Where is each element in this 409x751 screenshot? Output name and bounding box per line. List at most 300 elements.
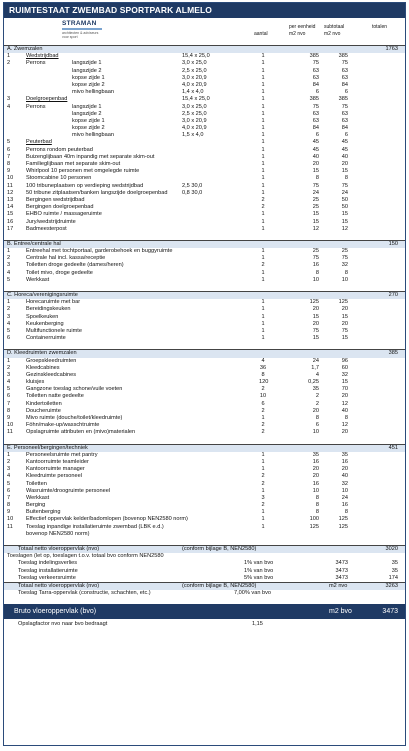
row-sublabel: kopse zijde 2: [72, 125, 105, 132]
row-label: Buizenglijbaan 40m inpandig met separate skim-out: [26, 153, 155, 160]
row-count: 1: [261, 81, 265, 88]
row-subtotal: 125: [338, 516, 348, 523]
row-dimensions: 15,4 x 25,0: [182, 53, 210, 60]
row-count: 1: [261, 335, 265, 342]
section-label: E. Personeel/bergingen/techniek: [7, 444, 88, 451]
row-label: Toiletten: [26, 480, 47, 487]
row-count: 1: [261, 487, 265, 494]
row-count: 1: [261, 67, 265, 74]
row-subtotal: 15: [341, 211, 348, 218]
row-label: Perrons rondom peuterbad: [26, 146, 93, 153]
row-number: 11: [7, 523, 13, 530]
row-number: 6: [7, 146, 11, 153]
row-per-unit: 84: [312, 125, 319, 132]
row-dimensions: 3,0 x 20,9: [182, 74, 207, 81]
row-number: 1: [7, 53, 11, 60]
row-dimensions: 2,5 x 25,0: [182, 67, 207, 74]
row-label: Werkkast: [26, 276, 50, 283]
section-spacer: [4, 437, 405, 444]
row-subtotal: 15: [341, 168, 348, 175]
row-number: 9: [7, 509, 11, 516]
table-row: [4, 429, 405, 436]
summary-netto: [4, 582, 405, 590]
row-count: 4: [261, 357, 265, 364]
row-label: Peuterbad: [26, 139, 52, 146]
row-per-unit: 16: [312, 262, 319, 269]
section-total: 451: [388, 444, 398, 451]
row-per-unit: 24: [312, 357, 319, 364]
row-count: 1: [261, 313, 265, 320]
toeslag-value: 35: [391, 560, 398, 567]
table-row: [4, 365, 405, 372]
row-per-unit: 6: [315, 89, 319, 96]
row-sublabel: kopse zijde 1: [72, 117, 105, 124]
row-subtotal: 75: [341, 327, 348, 334]
row-number: 2: [7, 60, 11, 67]
row-per-unit: 25: [312, 248, 319, 255]
netto-unit: m2 nvo: [329, 582, 348, 589]
section-header: [4, 291, 405, 299]
row-per-unit: 63: [312, 74, 319, 81]
row-label: Bergingen doelgroepenbad: [26, 204, 94, 211]
section-header: [4, 240, 405, 248]
row-number: 1: [7, 248, 11, 255]
row-subtotal: 6: [344, 132, 348, 139]
row-number: 2: [7, 255, 11, 262]
row-per-unit: 63: [312, 117, 319, 124]
bruto-label: Bruto vloeroppervlak (bvo): [14, 608, 97, 616]
table-row: [4, 161, 405, 168]
section-label: D. Kleedruimten zwemzalen: [7, 350, 77, 357]
row-label: Bereidingskeuken: [26, 306, 71, 313]
table-row: [4, 452, 405, 459]
row-per-unit: 15: [312, 335, 319, 342]
row-subtotal: 12: [341, 400, 348, 407]
table-row: [4, 60, 405, 67]
row-number: 3: [7, 371, 11, 378]
table-row: [4, 68, 405, 75]
row-subtotal: 96: [341, 357, 348, 364]
row-subtotal: 8: [344, 175, 348, 182]
row-number: 3: [7, 262, 11, 269]
row-label: Mivo ruimte (douche/toilet/kleedruimte): [26, 415, 123, 421]
section-spacer: [4, 538, 405, 545]
section-spacer: [4, 233, 405, 240]
toeslag-pct: 1% van bvo: [244, 560, 274, 567]
row-subtotal: 40: [341, 153, 348, 160]
table-row: [4, 132, 405, 139]
row-per-unit: 125: [309, 523, 319, 530]
total-nvo-label: Totaal netto vloeroppervlak (nvo): [18, 546, 100, 552]
row-subtotal: 385: [338, 96, 348, 103]
row-count: 1: [261, 523, 265, 530]
row-subtotal: 84: [341, 125, 348, 132]
row-subtotal: 35: [341, 451, 348, 458]
row-dimensions: 1,5 x 4,0: [182, 132, 204, 139]
row-subtotal: 63: [341, 117, 348, 124]
row-number: 2: [7, 458, 11, 465]
row-per-unit: 63: [312, 67, 319, 74]
toeslag-row: [4, 560, 405, 567]
row-label: Bergingen wedstrijdbad: [26, 196, 85, 203]
row-label: Opslagruimte attributen en (mivo)materialen: [26, 429, 136, 436]
row-number: 9: [7, 415, 11, 421]
toeslag-value: 174: [388, 574, 398, 581]
row-number: 6: [7, 335, 11, 342]
section-spacer: [4, 342, 405, 349]
row-label: Spoelkeuken: [26, 313, 59, 320]
row-sublabel: langszijde 2: [72, 110, 102, 117]
row-per-unit: 12: [312, 225, 319, 232]
table-row: [4, 226, 405, 233]
table-row: [4, 531, 405, 538]
table-row: [4, 299, 405, 306]
row-number: 10: [7, 422, 14, 429]
header-per-eenheid-unit: m2 nvo: [289, 31, 306, 37]
row-per-unit: 20: [312, 473, 319, 480]
row-number: 10: [7, 175, 14, 182]
table-row: [4, 314, 405, 321]
toeslag-pct: 5% van bvo: [244, 574, 274, 581]
row-label: Föhn/make-up/wasschtruimte: [26, 422, 100, 429]
row-count: 1: [261, 175, 265, 182]
netto-label: Totaal netto vloeroppervlak (nvo): [18, 582, 100, 589]
row-number: 4: [7, 473, 11, 480]
row-label: Containerruimte: [26, 335, 66, 342]
company-logo: [62, 20, 102, 39]
row-label: Personeelsruimte met pantry: [26, 451, 98, 458]
row-count: 2: [261, 480, 265, 487]
section-label: A. Zwemzalen: [7, 46, 43, 52]
row-per-unit: 35: [312, 451, 319, 458]
row-per-unit: 75: [312, 60, 319, 67]
table-row: [4, 481, 405, 488]
row-subtotal: 10: [341, 487, 348, 494]
row-subtotal: 6: [344, 89, 348, 96]
row-subtotal: 15: [341, 313, 348, 320]
table-row: [4, 488, 405, 495]
table-row: [4, 401, 405, 408]
row-sublabel: mivo hellingbaan: [72, 132, 114, 139]
table-row: [4, 408, 405, 415]
row-count: 1: [261, 225, 265, 232]
row-label: Familieglijbaan met separate skim-out: [26, 161, 121, 167]
toeslag-row: [4, 568, 405, 575]
row-label: Effectief oppervlak kelder/badomlopen (bovenop NEN2580 norm): [26, 516, 188, 523]
row-number: 8: [7, 407, 11, 414]
row-subtotal: 63: [341, 74, 348, 81]
row-number: 5: [7, 139, 11, 146]
row-per-unit: 1,7: [311, 364, 319, 371]
row-subtotal: 75: [341, 255, 348, 262]
row-subtotal: 20: [341, 306, 348, 313]
row-count: 2: [261, 196, 265, 203]
table-row: [4, 168, 405, 175]
row-count: 1: [261, 269, 265, 276]
section-total: 385: [388, 350, 398, 357]
table-row: [4, 466, 405, 473]
table-row: [4, 125, 405, 132]
row-subtotal: 70: [341, 386, 348, 393]
row-label: Keukenberging: [26, 320, 64, 327]
table-row: [4, 248, 405, 255]
row-label: Groepskleedruimten: [26, 357, 77, 364]
bruto-value: 3473: [382, 608, 398, 616]
row-count: 1: [261, 458, 265, 465]
row-label: Centrale hal incl. kassa/receptie: [26, 255, 106, 262]
row-count: 2: [261, 473, 265, 480]
table-row: [4, 415, 405, 422]
row-subtotal: 50: [341, 196, 348, 203]
table-row: [4, 197, 405, 204]
toeslag-base: 3473: [335, 567, 348, 574]
row-label: Jury/wedstrijdruimte: [26, 218, 76, 225]
toeslagen-label: Toeslagen (let op, toeslagen t.o.v. totaal bvo conform NEN2580: [7, 553, 164, 560]
row-number: 14: [7, 204, 14, 211]
row-subtotal: 16: [341, 458, 348, 465]
header-aantal: aantal: [254, 31, 268, 37]
row-number: 3: [7, 96, 11, 103]
table-row: [4, 53, 405, 60]
row-subtotal: 60: [341, 364, 348, 371]
row-number: 9: [7, 168, 11, 175]
total-nvo-value: 3020: [385, 546, 398, 552]
header-subtotaal: subtotaal: [324, 24, 345, 30]
row-per-unit: 84: [312, 81, 319, 88]
header-totalen: totalen: [372, 24, 388, 30]
document-page: [3, 2, 406, 746]
row-count: 120: [259, 379, 269, 386]
table-row: [4, 204, 405, 211]
table-row: [4, 459, 405, 466]
row-count: 1: [261, 96, 265, 103]
table-row: [4, 183, 405, 190]
row-subtotal: 20: [341, 429, 348, 436]
row-subtotal: 8: [344, 269, 348, 276]
row-sublabel: mivo hellingbaan: [72, 89, 114, 96]
header-per-eenheid: per eenheid: [289, 24, 316, 30]
row-number: 6: [7, 487, 11, 494]
row-subtotal: 385: [338, 53, 348, 60]
row-label: Horecaruimte met bar: [26, 299, 81, 306]
row-per-unit: 385: [309, 53, 319, 60]
row-subtotal: 32: [341, 262, 348, 269]
row-subtotal: 75: [341, 60, 348, 67]
row-per-unit: 10: [312, 487, 319, 494]
row-sublabel: kopse zijde 1: [72, 74, 105, 81]
row-subtotal: 8: [344, 509, 348, 516]
row-subtotal: 25: [341, 248, 348, 255]
row-per-unit: 75: [312, 327, 319, 334]
row-per-unit: 20: [312, 466, 319, 473]
toeslag-label: Toeslag verkeersruimte: [18, 574, 76, 581]
row-number: 6: [7, 393, 11, 400]
row-label: Buitenberging: [26, 509, 61, 516]
row-count: 1: [261, 509, 265, 516]
row-per-unit: 20: [312, 320, 319, 327]
row-subtotal: 12: [341, 225, 348, 232]
row-number: 7: [7, 400, 11, 407]
table-row: [4, 386, 405, 393]
table-row: [4, 104, 405, 111]
row-label: Toiletten natte gedeelte: [26, 393, 84, 400]
row-number: 12: [7, 189, 14, 196]
row-count: 1: [261, 327, 265, 334]
row-number: 5: [7, 276, 11, 283]
summary-factor: [4, 621, 405, 628]
factor-value: 1,15: [252, 621, 263, 628]
row-label: 100 tribuneplaatsen op verdieping wedstrijdbad: [26, 182, 144, 189]
row-count: 1: [261, 125, 265, 132]
row-count: 1: [261, 516, 265, 523]
row-per-unit: 2: [315, 400, 319, 407]
row-number: 4: [7, 269, 11, 276]
row-label: Perrons: [26, 103, 46, 110]
row-count: 1: [261, 320, 265, 327]
header-row: [4, 18, 405, 45]
section-header: [4, 444, 405, 452]
row-count: 1: [261, 53, 265, 60]
row-per-unit: 8: [315, 502, 319, 509]
row-subtotal: 125: [338, 299, 348, 306]
table-row: [4, 372, 405, 379]
row-per-unit: 40: [312, 153, 319, 160]
row-number: 5: [7, 386, 11, 393]
row-subtotal: 63: [341, 110, 348, 117]
row-count: 1: [261, 255, 265, 262]
row-sublabel: kopse zijde 2: [72, 81, 105, 88]
row-number: 5: [7, 327, 11, 334]
table-row: [4, 509, 405, 516]
row-subtotal: 40: [341, 407, 348, 414]
logo-name: STRAMAN: [62, 20, 97, 27]
row-subtotal: 32: [341, 371, 348, 378]
table-row: [4, 358, 405, 365]
row-per-unit: 25: [312, 196, 319, 203]
row-subtotal: 16: [341, 502, 348, 509]
row-subtotal: 24: [341, 494, 348, 501]
row-subtotal: 20: [341, 161, 348, 167]
row-count: 1: [261, 117, 265, 124]
row-subtotal: 24: [341, 189, 348, 196]
total-nvo-cond: (conform bijlage B, NEN2580): [182, 546, 257, 552]
row-sublabel: langszijde 1: [72, 60, 102, 67]
sections-container: [4, 45, 405, 545]
table-row: [4, 118, 405, 125]
row-per-unit: 45: [312, 146, 319, 153]
row-per-unit: 75: [312, 182, 319, 189]
bruto-unit: m2 bvo: [329, 608, 352, 616]
row-dimensions: 3,0 x 25,0: [182, 103, 207, 110]
row-per-unit: 8: [315, 509, 319, 516]
table-row: [4, 422, 405, 429]
row-subtotal: 12: [341, 422, 348, 429]
row-count: 1: [261, 415, 265, 421]
row-subtotal: 20: [341, 466, 348, 473]
row-label: bovenop NEN2580 norm): [26, 530, 90, 537]
row-number: 4: [7, 320, 11, 327]
row-number: 1: [7, 451, 11, 458]
row-count: 36: [259, 364, 267, 371]
row-label: Kleedcabines: [26, 364, 60, 371]
row-subtotal: 20: [341, 320, 348, 327]
row-count: 2: [261, 502, 265, 509]
row-count: 2: [261, 429, 265, 436]
toeslag-pct: 1% van bvo: [244, 567, 274, 574]
row-count: 2: [261, 262, 265, 269]
row-subtotal: 15: [341, 218, 348, 225]
row-count: 1: [261, 189, 265, 196]
table-row: [4, 270, 405, 277]
row-per-unit: 20: [312, 306, 319, 313]
row-label: Kantoorruimte teamleider: [26, 458, 89, 465]
row-number: 2: [7, 364, 11, 371]
table-row: [4, 190, 405, 197]
row-subtotal: 20: [341, 393, 348, 400]
row-per-unit: 16: [312, 458, 319, 465]
table-row: [4, 328, 405, 335]
row-subtotal: 125: [338, 523, 348, 530]
row-label: Werkkast: [26, 494, 50, 501]
toeslag-base: 3473: [335, 560, 348, 567]
row-per-unit: 2: [315, 393, 319, 400]
row-subtotal: 10: [341, 276, 348, 283]
netto-value: 3263: [385, 582, 398, 589]
row-label: Toilet mivo, droge gedeelte: [26, 269, 93, 276]
row-count: 1: [261, 299, 265, 306]
row-number: 8: [7, 502, 11, 509]
row-sublabel: langszijde 2: [72, 67, 102, 74]
section-label: C. Horeca/verenigingsruimte: [7, 292, 78, 298]
row-subtotal: 75: [341, 103, 348, 110]
table-row: [4, 495, 405, 502]
row-subtotal: 8: [344, 415, 348, 421]
row-per-unit: 6: [315, 132, 319, 139]
row-number: 1: [7, 357, 11, 364]
row-dimensions: 3,0 x 25,0: [182, 60, 207, 67]
row-label: Berging: [26, 502, 46, 509]
row-per-unit: 8: [315, 175, 319, 182]
row-count: 8: [261, 371, 265, 378]
table-row: [4, 306, 405, 313]
row-number: 7: [7, 153, 11, 160]
row-count: 2: [261, 386, 265, 393]
row-label: Stoomcabine 10 personen: [26, 175, 92, 182]
row-count: 10: [259, 393, 267, 400]
row-label: Toeslag inpandige installatieruimte zwembad (LBK e.d.): [26, 523, 164, 530]
row-label: Doucheruimte: [26, 407, 61, 414]
row-per-unit: 10: [312, 429, 319, 436]
document-title: RUIMTESTAAT ZWEMBAD SPORTPARK ALMELO: [4, 3, 405, 18]
table-row: [4, 262, 405, 269]
row-number: 15: [7, 211, 14, 218]
row-per-unit: 8: [315, 269, 319, 276]
row-per-unit: 20: [312, 161, 319, 167]
row-per-unit: 75: [312, 255, 319, 262]
toeslag-base: 3473: [335, 574, 348, 581]
tarra-pct: 7,00% van bvo: [234, 590, 272, 597]
row-number: 1: [7, 299, 11, 306]
row-count: 1: [261, 132, 265, 139]
row-label: 50 tribune zitplaatsen/banken langszijde doelgroepenbad: [26, 189, 168, 196]
toeslag-label: Toeslag installatieruimte: [18, 567, 78, 574]
row-label: Multifunctionele ruimte: [26, 327, 82, 334]
row-label: Entreehal met tochtportaal, garderobehoek en buggyruimte: [26, 248, 173, 255]
row-count: 1: [261, 74, 265, 81]
row-count: 1: [261, 218, 265, 225]
row-count: 1: [261, 451, 265, 458]
row-label: Perrons: [26, 60, 46, 67]
